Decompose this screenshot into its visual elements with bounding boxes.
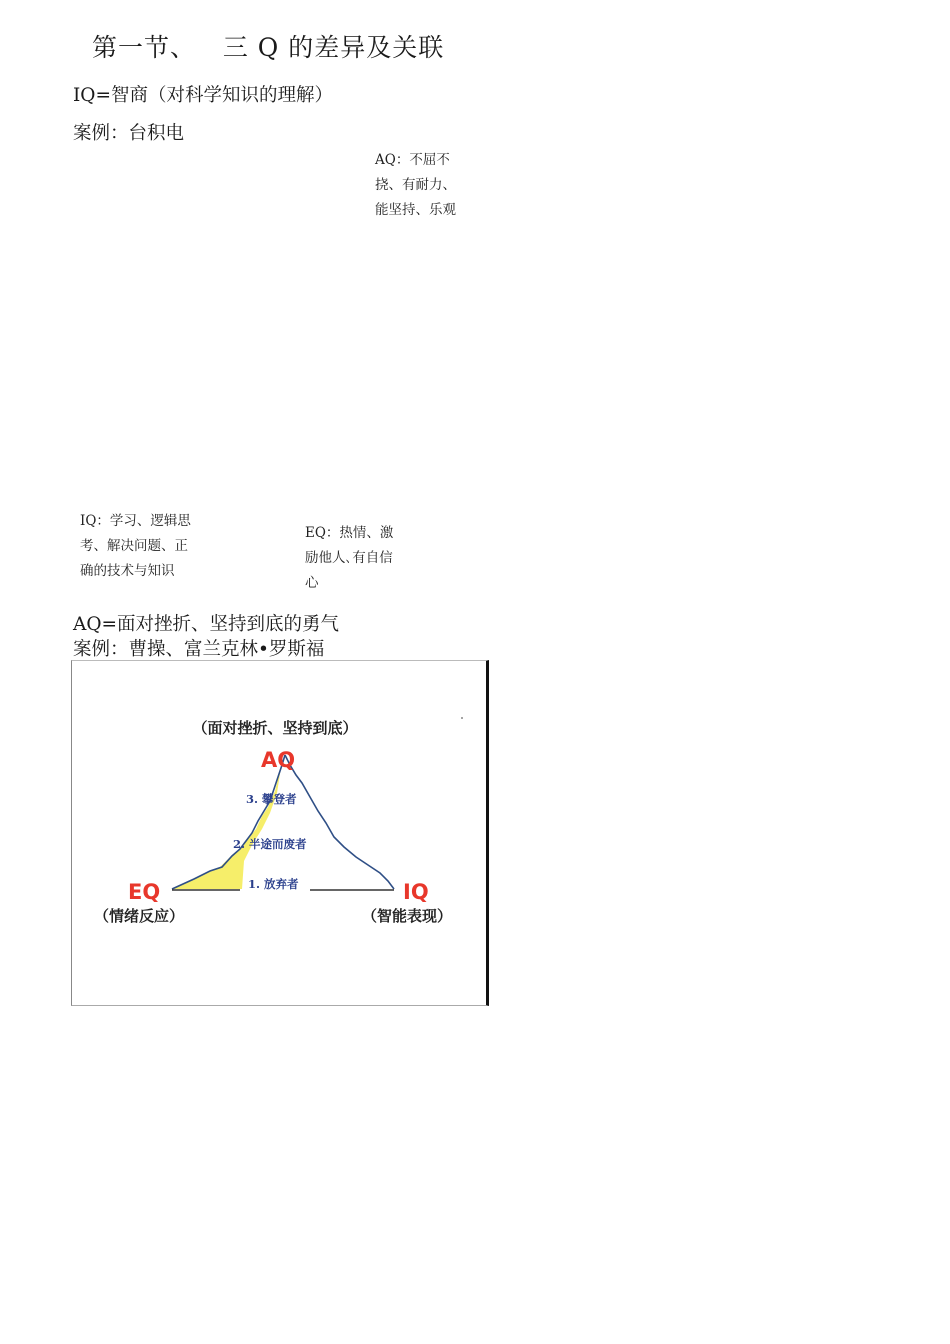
case-cao-cao-roosevelt: 案例：曹操、富兰克林•罗斯福 bbox=[73, 639, 325, 660]
iq-note bbox=[80, 509, 191, 584]
climb-fill bbox=[172, 767, 281, 889]
aq-label: AQ bbox=[260, 748, 296, 772]
iq-note-line: 考、解决问题、正 bbox=[80, 538, 188, 554]
aq-note-line: 挠、有耐力、 bbox=[375, 177, 456, 193]
iq-note-line: IQ：学习、逻辑思 bbox=[80, 513, 191, 529]
aq-note-line: AQ：不屈不 bbox=[375, 152, 450, 168]
section-title: 第一节、 三 Q 的差异及关联 bbox=[92, 33, 445, 62]
iq-definition: IQ=智商（对科学知识的理解） bbox=[73, 85, 333, 106]
three-q-triangle-figure bbox=[71, 660, 489, 1006]
top-caption: （面对挫折、坚持到底） bbox=[192, 719, 358, 737]
step-quitter-halfway: 2. 半途而废者 bbox=[233, 837, 307, 851]
triangle-diagram bbox=[72, 661, 486, 1005]
aq-note-line: 能坚持、乐观 bbox=[375, 202, 456, 218]
eq-note-line: EQ：热情、激 bbox=[305, 525, 394, 541]
eq-note-line: 励他人､有自信 bbox=[305, 550, 393, 566]
eq-caption: （情绪反应） bbox=[94, 907, 185, 925]
step-giver-up: 1. 放弃者 bbox=[248, 877, 299, 891]
step-climber: 3. 攀登者 bbox=[246, 792, 297, 806]
aq-note bbox=[375, 148, 456, 223]
iq-label: IQ bbox=[403, 880, 429, 904]
case-taiwan-semiconductor: 案例：台积电 bbox=[73, 123, 185, 144]
dot-mark bbox=[461, 717, 463, 719]
iq-caption: （智能表现） bbox=[362, 907, 453, 925]
eq-label: EQ bbox=[128, 880, 161, 904]
iq-note-line: 确的技术与知识 bbox=[80, 563, 175, 579]
aq-definition: AQ=面对挫折、坚持到底的勇气 bbox=[73, 614, 340, 635]
right-slope-line bbox=[285, 755, 394, 889]
eq-note bbox=[305, 521, 393, 596]
eq-note-line: 心 bbox=[305, 575, 319, 591]
